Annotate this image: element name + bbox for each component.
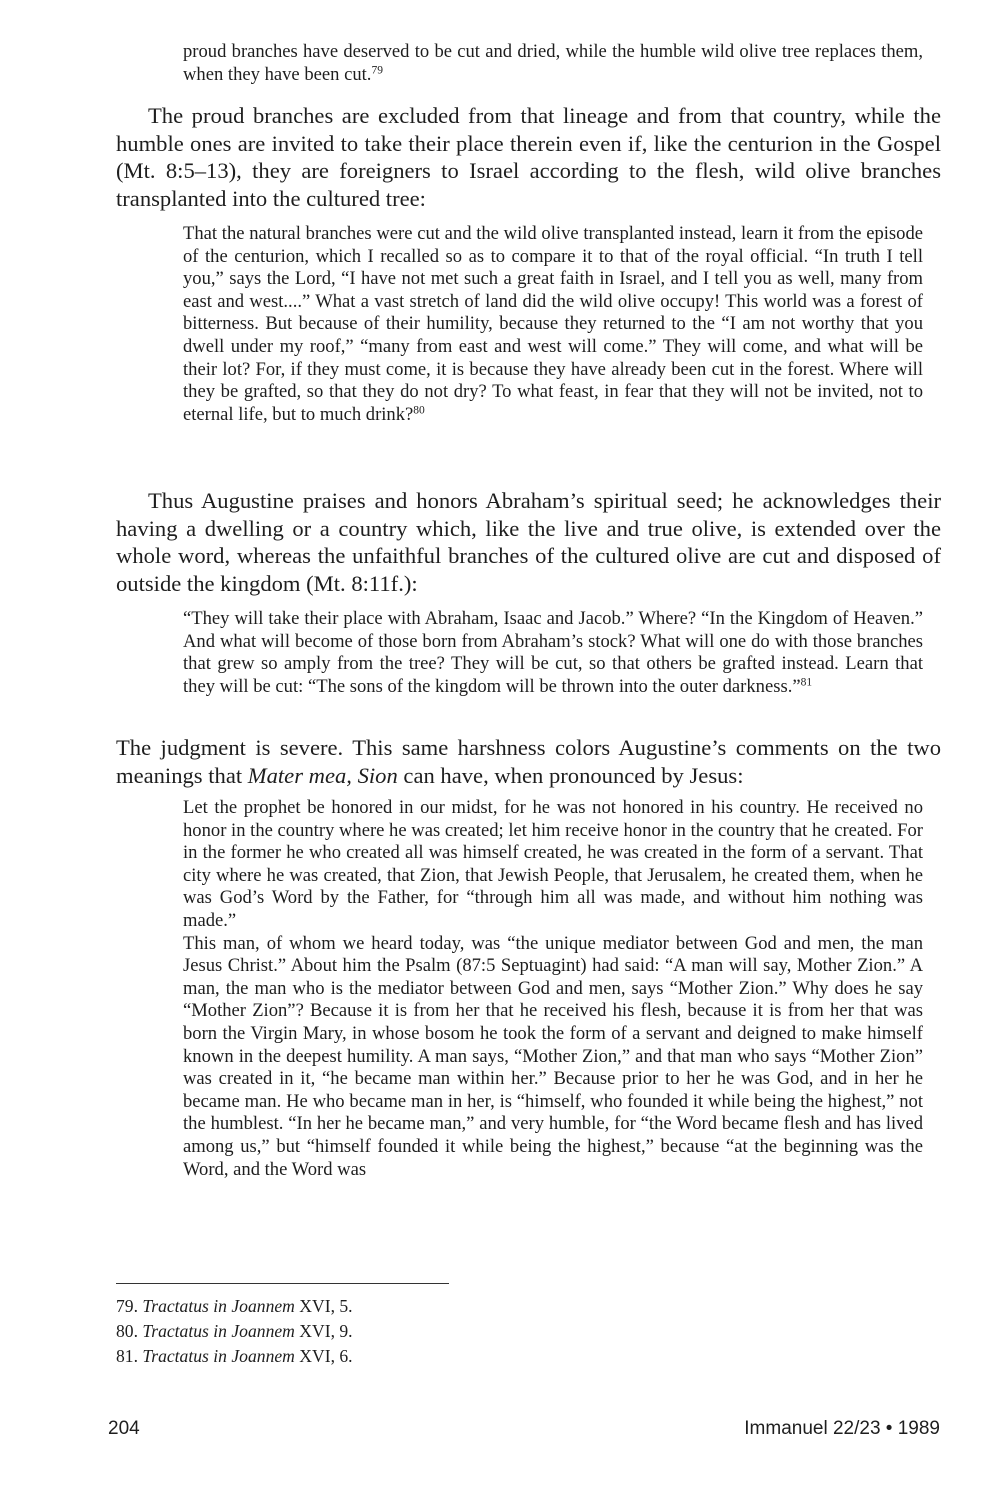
quote-part-1: Let the prophet be honored in our midst, for he was not honored in his country. He received no honor in the country where he was created; let him receive honor in the country that he created. For in the former he who created all was himself created, he was created in the form of a servant. That city where he was created, that Zion, that Jewish People, that Jerusalem, he created them, when he was God’s Word by the Father, for “through him all was made, and without him nothing was made.”	[183, 797, 923, 931]
body-paragraph-1	[116, 102, 941, 212]
footnote-title: Tractatus in Joannem	[142, 1321, 295, 1341]
page-number: 204	[108, 1418, 140, 1439]
footnote-ref: XVI, 9.	[299, 1321, 353, 1341]
paragraph-text-before: The judgment is severe. This same harshness colors Augustine’s comments on the two meanings that	[116, 735, 941, 788]
footnote-ref: XVI, 6.	[299, 1346, 353, 1366]
footnote-79	[116, 1295, 353, 1317]
footnote-ref-79[interactable]: 79	[371, 64, 383, 77]
footnote-ref-81[interactable]: 81	[800, 676, 813, 689]
paragraph-text: The proud branches are excluded from that lineage and from that country, while the humble ones are invited to take their place therein even if, like the centurion in the Gospel (Mt. 8:5–13), they are foreigners to Israel according to the flesh, wild olive branches transplanted into the cultured tree:	[116, 103, 941, 211]
block-quote-4	[183, 797, 923, 1181]
footnote-number: 80.	[116, 1321, 138, 1341]
body-paragraph-2	[116, 487, 941, 597]
latin-phrase: Mater mea, Sion	[247, 762, 398, 788]
footnote-separator	[116, 1283, 449, 1284]
body-paragraph-3	[116, 734, 941, 789]
footnote-80	[116, 1320, 353, 1342]
footnote-number: 81.	[116, 1346, 138, 1366]
footnote-ref: XVI, 5.	[299, 1296, 353, 1316]
quote-text: “They will take their place with Abraham, Isaac and Jacob.” Where? “In the Kingdom of Heaven.” And what will become of those born from Abraham’s stock? What will one do with those branches that grew so amply from the tree? They will be cut, so that others be grafted instead. Learn that they will be cut: “The sons of the kingdom will be thrown into the outer darkness.”	[183, 608, 923, 697]
footnote-ref-80[interactable]: 80	[413, 404, 425, 417]
quote-text: proud branches have deserved to be cut and dried, while the humble wild olive tree replaces them, when they have been cut.	[183, 41, 923, 85]
block-quote-2	[183, 223, 923, 426]
block-quote-3	[183, 608, 923, 698]
footnote-81	[116, 1345, 353, 1367]
footnote-number: 79.	[116, 1296, 138, 1316]
paragraph-text: Thus Augustine praises and honors Abraham’s spiritual seed; he acknowledges their having a dwelling or a country which, like the live and true olive, is extended over the whole word, whereas the unfaithful branches of the cultured olive are cut and disposed of outside the kingdom (Mt. 8:11f.):	[116, 488, 941, 596]
quote-part-2: This man, of whom we heard today, was “the unique mediator between God and men, the man Jesus Christ.” About him the Psalm (87:5 Septuagint) had said: “A man will say, Mother Zion.” A man, the man who is the mediator between God and men, says “Mother Zion.” Why does he say “Mother Zion”? Because it is from her that he received his flesh, because it is from her that was born the Virgin Mary, in whose bosom he took the form of a servant and deigned to make himself known in the deepest humility. A man says, “Mother Zion,” and that man who says “Mother Zion” was created in it, “he became man within her.” Because prior to her he was God, and in her he became man. He who became man in her, is “himself, who founded it while being the highest,” not the humblest. “In her he became man,” and very humble, for “the Word became flesh and has lived among us,” but “himself founded it while being the highest,” because “at the beginning was the Word, and the Word was	[183, 932, 923, 1180]
journal-citation: Immanuel 22/23 • 1989	[744, 1418, 940, 1439]
footnote-title: Tractatus in Joannem	[142, 1346, 295, 1366]
paragraph-text-after: can have, when pronounced by Jesus:	[397, 762, 744, 788]
footnote-title: Tractatus in Joannem	[142, 1296, 295, 1316]
quote-text: That the natural branches were cut and the wild olive transplanted instead, learn it from the episode of the centurion, which I recalled so as to compare it to that of the royal official. “In truth I tell you,” says the Lord, “I have not met such a great faith in Israel, and I tell you as well, many from east and west....” What a vast stretch of land did the wild olive occupy! This world was a forest of bitterness. But because of their humility, because they returned to the “I am not worthy that you dwell under my roof,” “many from east and west will come.” They will come, and what will be their lot? For, if they must come, it is because they have already been cut in the forest. Where will they be grafted, so that they do not dry? To what feast, in fear that they will not be invited, not to eternal life, but to much drink?	[183, 223, 923, 425]
block-quote-continued	[183, 41, 923, 86]
